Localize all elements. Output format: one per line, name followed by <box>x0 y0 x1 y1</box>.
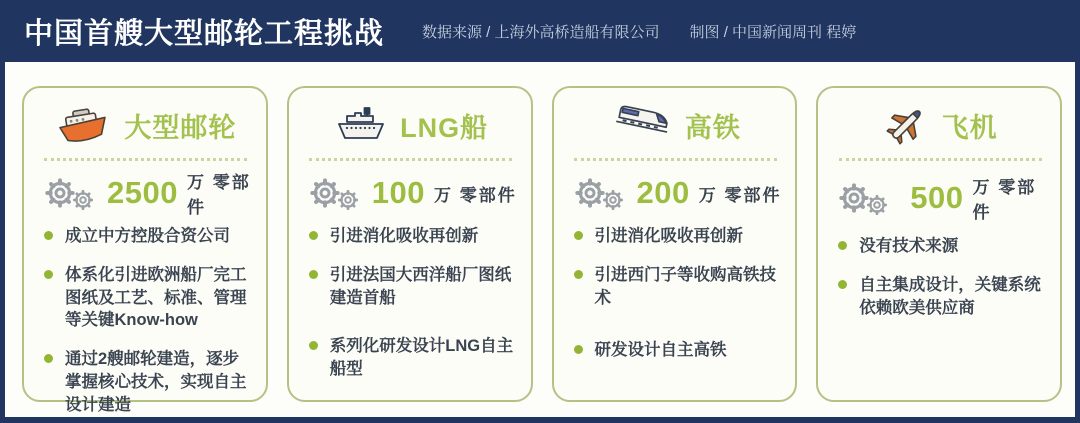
card-title: 飞机 <box>941 112 998 143</box>
page-title: 中国首艘大型邮轮工程挑战 <box>24 17 385 50</box>
list-item: 成立中方控股合资公司 <box>44 225 254 248</box>
bullet-dot-icon <box>574 345 583 354</box>
card-title: 高铁 <box>684 112 741 143</box>
credit-source: 数据来源 / 上海外高桥造船有限公司 <box>422 23 660 41</box>
parts-count-row <box>832 173 1048 223</box>
list-item: 通过2艘邮轮建造，逐步掌握核心技术，实现自主设计建造 <box>44 348 254 416</box>
dotted-divider <box>44 158 247 161</box>
bullet-list <box>832 235 1048 335</box>
card-header <box>832 100 1048 150</box>
airplane-icon <box>883 102 929 148</box>
bullet-dot-icon <box>574 231 583 240</box>
card-airplane <box>816 86 1062 402</box>
dotted-divider <box>839 158 1042 161</box>
card-cruise-ship <box>22 86 268 414</box>
parts-unit: 万 零部件 <box>972 178 1037 222</box>
parts-count-row <box>568 173 784 213</box>
cards-row <box>5 62 1075 417</box>
gears-icon <box>838 182 888 214</box>
credits <box>422 21 856 42</box>
cruise-ship-icon <box>55 104 111 146</box>
bullet-dot-icon <box>309 341 318 350</box>
parts-unit: 万 零部件 <box>698 185 782 205</box>
bullet-dot-icon <box>309 270 318 279</box>
parts-count: 100 <box>371 175 425 210</box>
parts-unit: 万 零部件 <box>433 185 517 205</box>
card-high-speed-rail <box>552 86 798 402</box>
gears-icon <box>44 177 94 209</box>
card-header <box>568 100 784 150</box>
parts-count: 2500 <box>107 175 178 210</box>
lng-ship-icon <box>333 104 387 146</box>
bullet-dot-icon <box>44 354 53 363</box>
bullet-list <box>568 225 784 378</box>
list-item: 没有技术来源 <box>838 235 1048 258</box>
card-header <box>38 100 254 150</box>
list-item: 研发设计自主高铁 <box>574 339 784 362</box>
card-header <box>303 100 519 150</box>
parts-count: 200 <box>636 175 690 210</box>
parts-count: 500 <box>910 180 964 215</box>
card-lng-ship <box>287 86 533 402</box>
bullet-dot-icon <box>574 270 583 279</box>
bullet-dot-icon <box>44 270 53 279</box>
parts-unit: 万 零部件 <box>186 173 251 217</box>
bullet-dot-icon <box>838 280 847 289</box>
parts-count-row <box>38 173 254 217</box>
gears-icon <box>309 177 359 209</box>
list-item: 体系化引进欧洲船厂完工图纸及工艺、标准、管理等关键Know-how <box>44 264 254 332</box>
gears-icon <box>574 177 624 209</box>
card-title: LNG船 <box>400 112 489 143</box>
header-bar <box>0 0 1080 62</box>
card-title: 大型邮轮 <box>124 112 237 143</box>
credit-author: 制图 / 中国新闻周刊 程婷 <box>689 23 857 41</box>
bullet-dot-icon <box>309 231 318 240</box>
high-speed-train-icon <box>610 104 672 146</box>
parts-count-row <box>303 173 519 213</box>
list-item: 引进西门子等收购高铁技术 <box>574 264 784 310</box>
bullet-list <box>303 225 519 397</box>
bullet-list <box>38 225 254 423</box>
dotted-divider <box>309 158 512 161</box>
list-item: 引进消化吸收再创新 <box>574 225 784 248</box>
bullet-dot-icon <box>44 231 53 240</box>
list-item: 引进消化吸收再创新 <box>309 225 519 248</box>
list-item: 自主集成设计，关键系统依赖欧美供应商 <box>838 274 1048 320</box>
list-item: 引进法国大西洋船厂图纸建造首船 <box>309 264 519 310</box>
dotted-divider <box>574 158 777 161</box>
bullet-dot-icon <box>838 241 847 250</box>
list-item: 系列化研发设计LNG自主船型 <box>309 335 519 381</box>
